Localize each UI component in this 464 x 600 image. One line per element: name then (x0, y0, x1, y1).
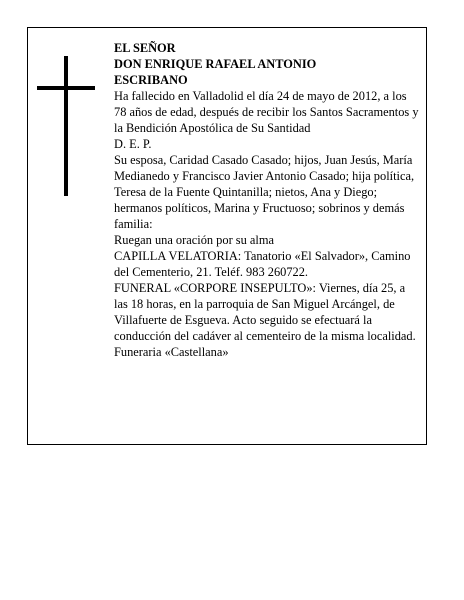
deceased-surname: ESCRIBANO (114, 73, 188, 87)
wake-chapel-info: CAPILLA VELATORIA: Tanatorio «El Salvador», Camino del Cementerio, 21. Teléf. 983 260722. (114, 249, 411, 279)
death-announcement: Ha fallecido en Valladolid el día 24 de mayo de 2012, a los 78 años de edad, después de recibir los Santos Sacramentos y la Bendición Apostólica de Su Santidad (114, 89, 419, 135)
cross-icon-bar (37, 86, 95, 90)
deceased-name: DON ENRIQUE RAFAEL ANTONIO (114, 57, 317, 71)
family-list: Su esposa, Caridad Casado Casado; hijos, Juan Jesús, María Medianedo y Francisco Javier Antonio Casado; hija política, Teresa de la Fuente Quintanilla; nietos, Ana y Diego; hermanos políticos, Marina y Fructuoso; sobrinos y demás familia: (114, 153, 415, 231)
obituary-text (114, 40, 420, 360)
deceased-title: EL SEÑOR (114, 41, 176, 55)
cross-icon (64, 56, 68, 196)
rip-line: D. E. P. (114, 137, 152, 151)
funeral-info: FUNERAL «CORPORE INSEPULTO»: Viernes, día 25, a las 18 horas, en la parroquia de San Miguel Arcángel, de Villafuerte de Esgueva. Acto seguido se efectuará la conducción del cadáver al cementeiro de la misma localidad. (114, 281, 416, 343)
prayer-request: Ruegan una oración por su alma (114, 233, 274, 247)
funeral-home: Funeraria «Castellana» (114, 345, 229, 359)
